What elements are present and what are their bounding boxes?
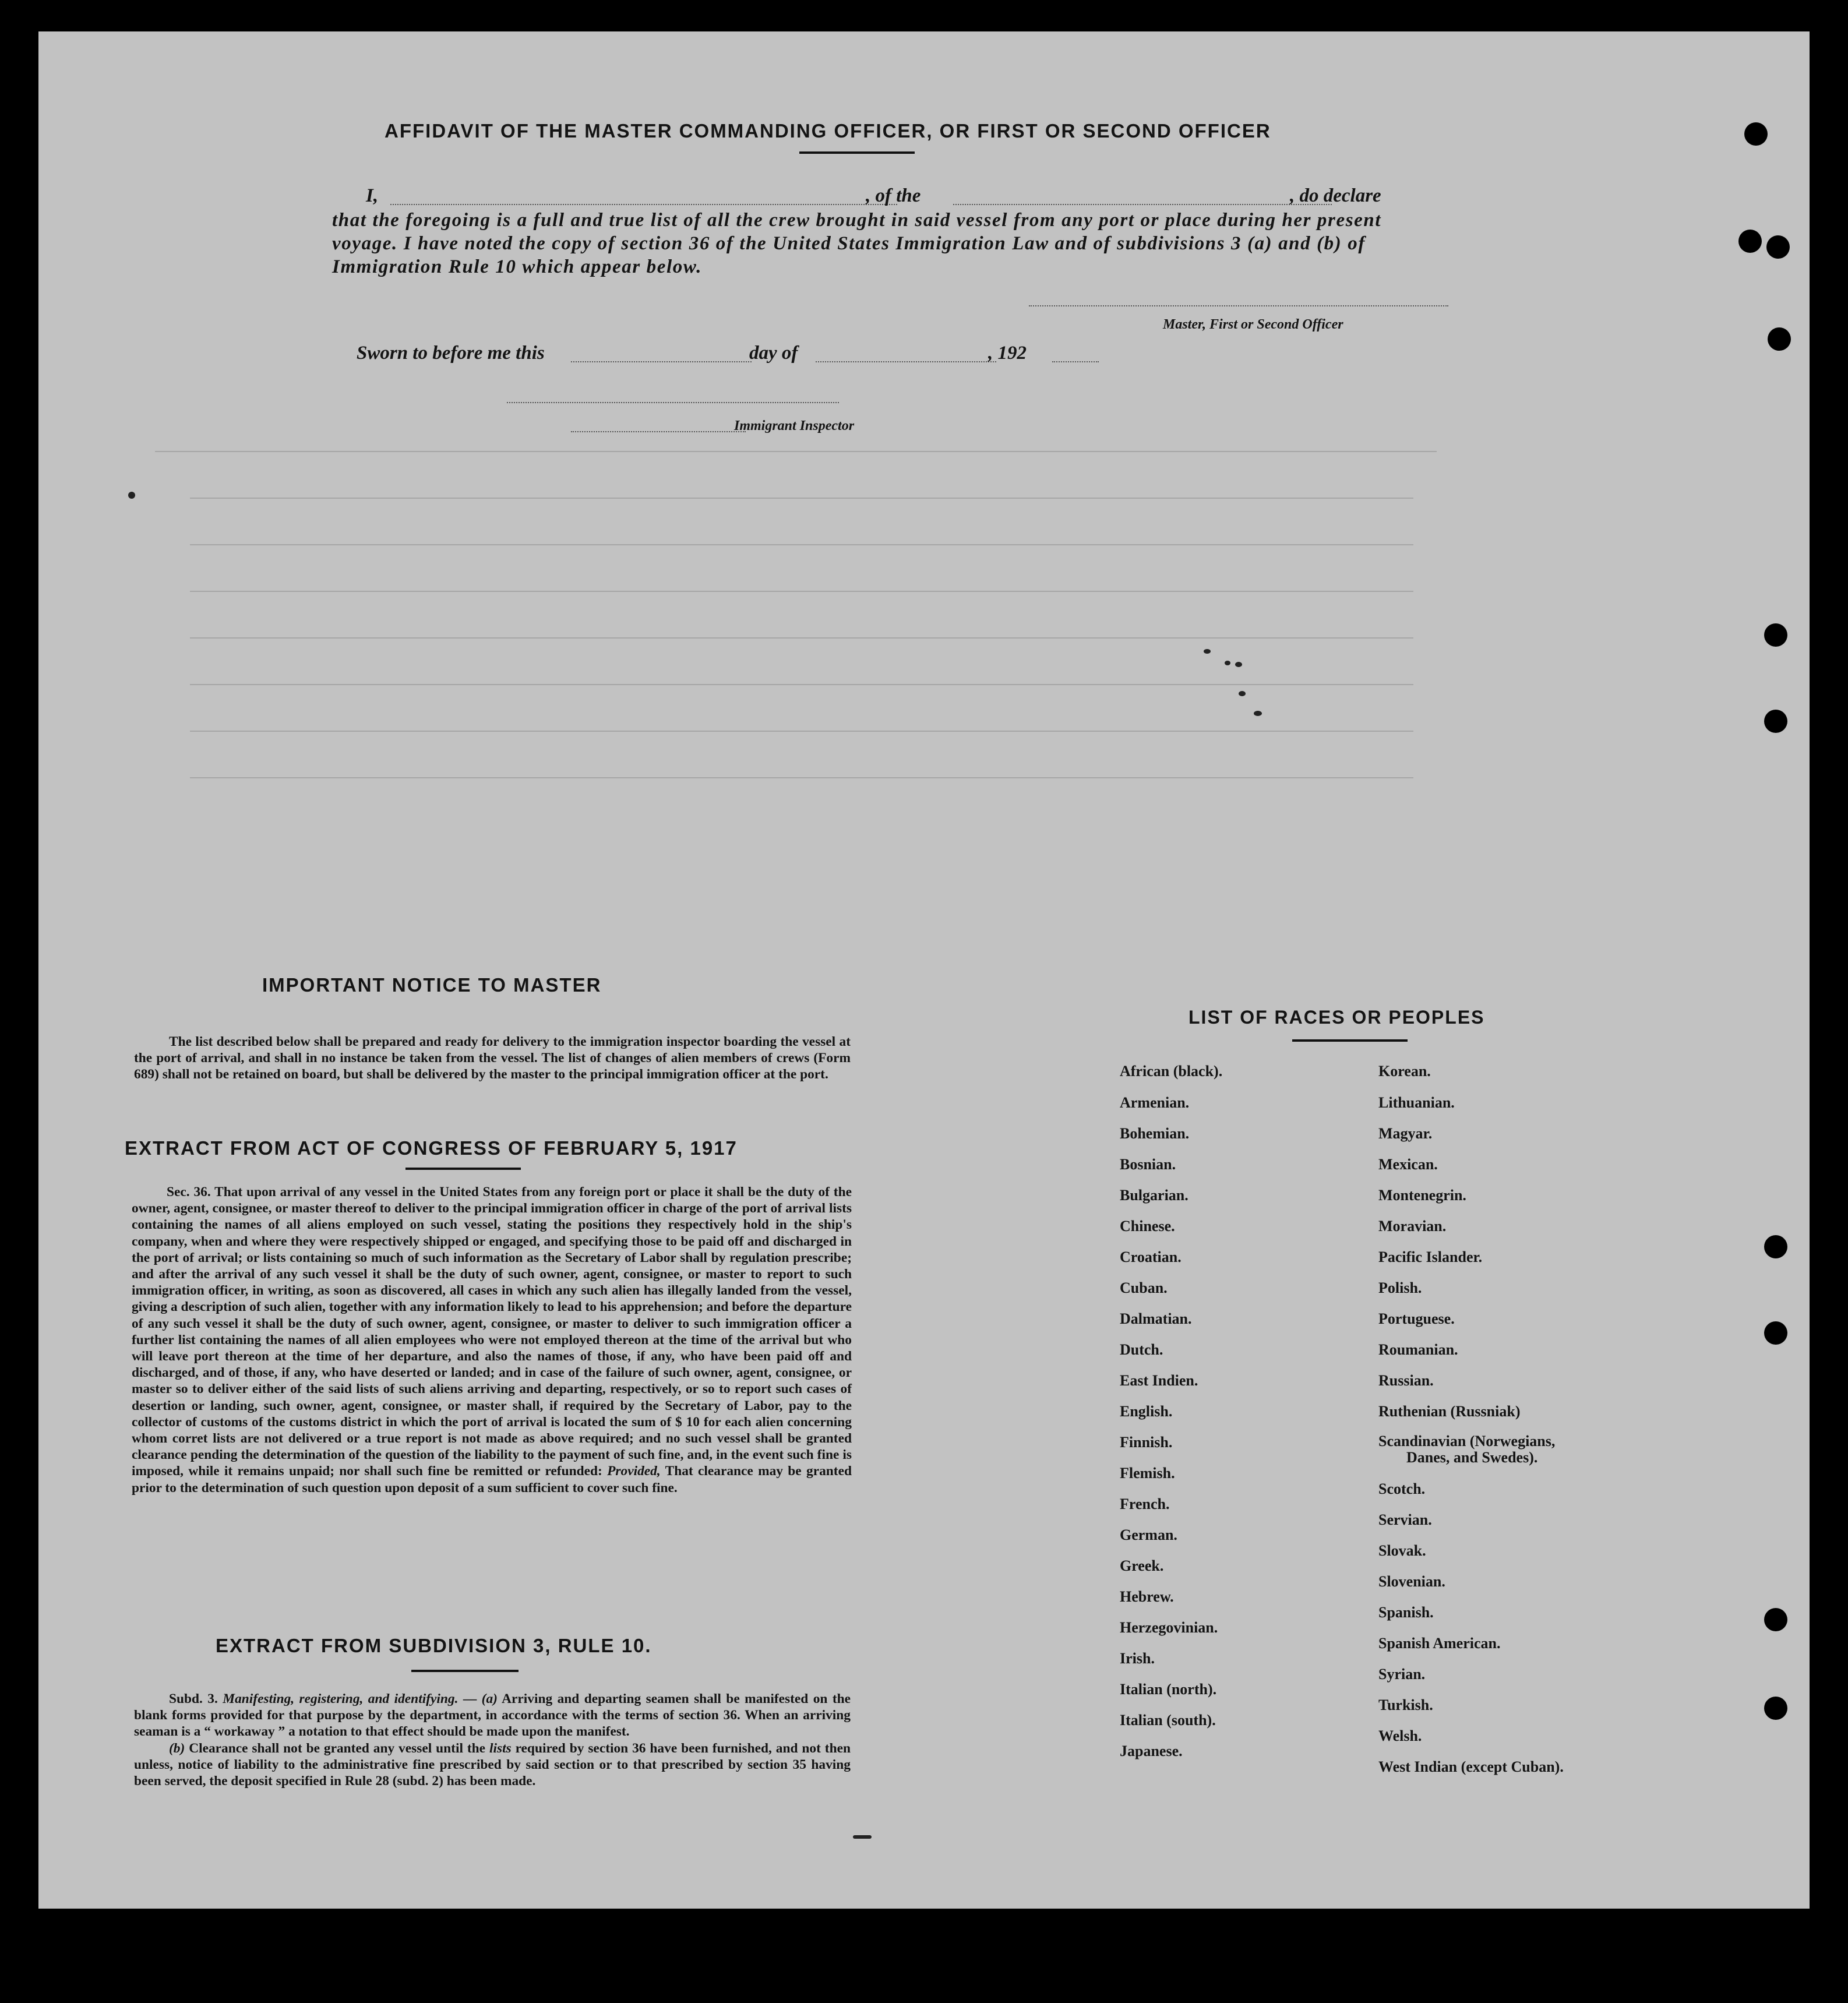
rule-a-text: Arriving and departing seamen shall be manifested on the blank forms provided for that purpose by the department, in accordance with the terms of section 36. When an arriving seaman is a “ workaway ” a notation to that effect should be made upon the manifest.: [134, 1691, 851, 1740]
race-item: Montenegrin.: [1378, 1187, 1466, 1204]
race-item: Irish.: [1120, 1650, 1155, 1667]
race-item: Hebrew.: [1120, 1588, 1174, 1605]
rule-title: EXTRACT FROM SUBDIVISION 3, RULE 10.: [216, 1635, 652, 1656]
bleed-through-line: [190, 498, 1413, 499]
race-item: Mexican.: [1378, 1156, 1438, 1173]
race-item: Greek.: [1120, 1557, 1164, 1574]
race-item: West Indian (except Cuban).: [1378, 1758, 1564, 1775]
act-paragraph: [132, 1184, 852, 1496]
bleed-through-line: [190, 777, 1413, 778]
races-title-underline: [1292, 1039, 1408, 1042]
act-title-underline: [405, 1168, 521, 1170]
race-item: Turkish.: [1378, 1697, 1433, 1713]
race-item: Bosnian.: [1120, 1156, 1176, 1173]
race-item: Scandinavian (Norwegians,: [1378, 1433, 1556, 1450]
affidavit-do-declare-label: , do declare: [1290, 185, 1381, 206]
rule-a-label: (a): [481, 1691, 498, 1706]
signature-blank[interactable]: [1029, 305, 1448, 306]
inspector-name-blank[interactable]: [571, 431, 746, 432]
punch-hole: [1764, 1697, 1787, 1720]
title-underline: [799, 151, 915, 154]
sworn-month-blank[interactable]: [816, 361, 996, 362]
bleed-through-line: [190, 684, 1413, 685]
signature-label: Master, First or Second Officer: [1163, 317, 1343, 332]
inspector-signature-blank[interactable]: [507, 402, 839, 403]
race-item: Italian (north).: [1120, 1681, 1217, 1698]
act-provided: Provided,: [607, 1464, 661, 1479]
notice-paragraph: [134, 1034, 851, 1083]
race-item: English.: [1120, 1403, 1173, 1420]
punch-hole: [1768, 327, 1791, 351]
race-item: Italian (south).: [1120, 1712, 1216, 1729]
race-item: German.: [1120, 1526, 1177, 1543]
race-item: Spanish.: [1378, 1604, 1434, 1621]
race-item: Portuguese.: [1378, 1310, 1455, 1327]
act-title: EXTRACT FROM ACT OF CONGRESS OF FEBRUARY 5, 1917: [125, 1137, 738, 1159]
affidavit-line-3: voyage. I have noted the copy of section 36 of the United States Immigration Law and of subdivisions 3 (a) and (b) of: [332, 233, 1366, 254]
ink-speck: [1254, 711, 1262, 716]
race-item: Dalmatian.: [1120, 1310, 1192, 1327]
race-item: Japanese.: [1120, 1743, 1183, 1759]
punch-hole: [1744, 122, 1768, 146]
act-text-end: That clearance may be granted prior to the determination of such question upon deposit of a sum sufficient to cover such fine.: [132, 1464, 852, 1496]
rule-b-text-2: required by section 36 have been furnished, and not then unless, notice of liability to the administrative fine prescribed by said section or to that prescribed by section 35 having been served, the deposit specified in Rule 28 (subd. 2) has been made.: [134, 1740, 851, 1789]
rule-b-lists: lists: [489, 1740, 512, 1756]
notice-title: IMPORTANT NOTICE TO MASTER: [262, 974, 602, 996]
ink-mark: [853, 1835, 872, 1839]
race-item: Croatian.: [1120, 1249, 1182, 1265]
race-item: Bulgarian.: [1120, 1187, 1188, 1204]
race-item: East Indien.: [1120, 1372, 1198, 1389]
race-item: Pacific Islander.: [1378, 1249, 1483, 1265]
bleed-through-line: [190, 591, 1413, 592]
act-text: That upon arrival of any vessel in the United States from any foreign port or place it shall be the duty of the owner, agent, consignee, or master thereof to deliver to the principal immigration officer in charge of the port of arrival lists containing the names of all aliens employed on such vessel, stating the positions they respectively hold in the ship's company, when and where they were respectively shipped or engaged, and specifying those to be paid off and discharged in the port of arrival; or lists containing so much of such information as the Secretary of Labor shall by regulation prescribe; and after the arrival of any such vessel it shall be the duty of such owner, agent, consignee, or master to report to such immigration officer, in writing, as soon as discovered, all cases in which any such alien has illegally landed from the vessel, giving a description of such alien, together with any information likely to lead to his apprehension; and before the departure of any such vessel it shall be the duty of such owner, agent, consignee, or master to deliver to such immigration officer a further list containing the names of all alien employees who were not employed thereon at the time of the arrival but who will leave port thereon at the time of her departure, and also the names of those, if any, who have been paid off and discharged, and of those, if any, who have deserted or landed; and in case of the failure of such owner, agent, consignee, or master so to deliver either of the said lists of such aliens arriving and departing, respectively, or so to report such cases of desertion or landing, such owner, agent, consignee, or master shall, if required by the Secretary of Labor, pay to the collector of customs of the customs district in which the port of arrival is located the sum of $ 10 for each alien concerning whom corret lists are not delivered or a true report is not made as above required; and no such vessel shall be granted clearance pending the determination of the question of the liability to the payment of such fine, and, in the event such fine is imposed, while it remains unpaid; nor shall such fine be remitted or refunded:: [132, 1184, 852, 1479]
notice-text: The list described below shall be prepared and ready for delivery to the immigration inspector boarding the vessel at the port of arrival, and shall in no instance be taken from the vessel. The list of changes of alien members of crews (Form 689) shall not be retained on board, but shall be delivered by the master to the principal immigration officer at the port.: [134, 1034, 851, 1082]
race-item: Welsh.: [1378, 1727, 1422, 1744]
rule-subd-heading: Manifesting, registering, and identifying.: [223, 1691, 459, 1706]
ink-speck: [1239, 691, 1246, 696]
sworn-label: Sworn to before me this: [357, 343, 545, 364]
race-item: Herzegovinian.: [1120, 1619, 1218, 1636]
bleed-through-line: [155, 451, 1437, 452]
race-item: African (black).: [1120, 1063, 1223, 1080]
bleed-through-line: [190, 637, 1413, 639]
race-item: Lithuanian.: [1378, 1094, 1455, 1111]
inspector-label: Immigrant Inspector: [734, 418, 855, 433]
race-item: Korean.: [1378, 1063, 1431, 1080]
punch-hole: [1766, 235, 1790, 259]
race-item: Roumanian.: [1378, 1341, 1458, 1358]
race-item: Ruthenian (Russniak): [1378, 1403, 1521, 1420]
punch-hole: [1738, 230, 1762, 253]
sworn-day-blank[interactable]: [571, 361, 752, 362]
ink-speck: [1235, 662, 1242, 667]
rule-paragraph: Subd. 3. Manifesting, registering, and identifying. — (a) Arriving and departing seamen shall be manifested on the blank forms provided for that purpose by the department, in accordance with the terms of section 36. When an arriving seaman is a “ workaway ” a notation to that effect should be made upon the manifest. (b) Clearance shall not be granted any vessel until the lists required by section 36 have been furnished, and not then unless, notice of liability to the administrative fine prescribed by said section or to that prescribed by section 35 having been served, the deposit specified in Rule 28 (subd. 2) has been made.: [134, 1691, 851, 1789]
affidavit-line-2: that the foregoing is a full and true list of all the crew brought in said vessel from any port or place during her present: [332, 210, 1382, 231]
race-item: Finnish.: [1120, 1434, 1173, 1451]
act-section-label: Sec. 36.: [167, 1184, 211, 1200]
race-item: Russian.: [1378, 1372, 1434, 1389]
punch-hole: [1764, 1235, 1787, 1258]
ink-speck: [1204, 649, 1211, 654]
affidavit-of-the-label: , of the: [866, 185, 921, 206]
rule-title-underline: [411, 1670, 519, 1672]
race-item: Magyar.: [1378, 1125, 1433, 1142]
race-item: Danes, and Swedes).: [1406, 1449, 1538, 1466]
ink-speck: [1225, 661, 1230, 665]
rule-b-text-1: Clearance shall not be granted any vessel until the: [189, 1740, 486, 1756]
race-item: Syrian.: [1378, 1666, 1426, 1683]
punch-hole: [1764, 710, 1787, 733]
race-item: Polish.: [1378, 1279, 1422, 1296]
affidavit-i-label: I,: [366, 185, 379, 206]
race-item: Armenian.: [1120, 1094, 1190, 1111]
ink-speck: [128, 492, 135, 499]
bleed-through-line: [190, 544, 1413, 545]
rule-subd-label: Subd. 3.: [169, 1691, 218, 1706]
document-page: [38, 31, 1810, 1909]
day-of-label: day of: [749, 343, 798, 364]
race-item: Dutch.: [1120, 1341, 1163, 1358]
affidavit-title: AFFIDAVIT OF THE MASTER COMMANDING OFFICER, OR FIRST OR SECOND OFFICER: [385, 120, 1271, 142]
race-item: Moravian.: [1378, 1218, 1447, 1235]
affidavit-line-4: Immigration Rule 10 which appear below.: [332, 256, 703, 277]
punch-hole: [1764, 1321, 1787, 1345]
races-title: LIST OF RACES OR PEOPLES: [1188, 1007, 1485, 1028]
race-item: Slovak.: [1378, 1542, 1426, 1559]
race-item: Slovenian.: [1378, 1573, 1445, 1590]
vessel-blank[interactable]: [953, 204, 1332, 205]
sworn-year-blank[interactable]: [1052, 361, 1099, 362]
bleed-through-line: [190, 731, 1413, 732]
punch-hole: [1764, 623, 1787, 647]
race-item: Bohemian.: [1120, 1125, 1190, 1142]
punch-hole: [1764, 1608, 1787, 1631]
rule-b-label: (b): [169, 1740, 185, 1756]
race-item: Flemish.: [1120, 1465, 1175, 1482]
race-item: Scotch.: [1378, 1480, 1426, 1497]
race-item: Spanish American.: [1378, 1635, 1501, 1652]
year-label: , 192: [988, 343, 1027, 364]
race-item: Cuban.: [1120, 1279, 1168, 1296]
race-item: French.: [1120, 1496, 1170, 1512]
race-item: Servian.: [1378, 1511, 1432, 1528]
name-blank[interactable]: [390, 204, 897, 205]
race-item: Chinese.: [1120, 1218, 1175, 1235]
